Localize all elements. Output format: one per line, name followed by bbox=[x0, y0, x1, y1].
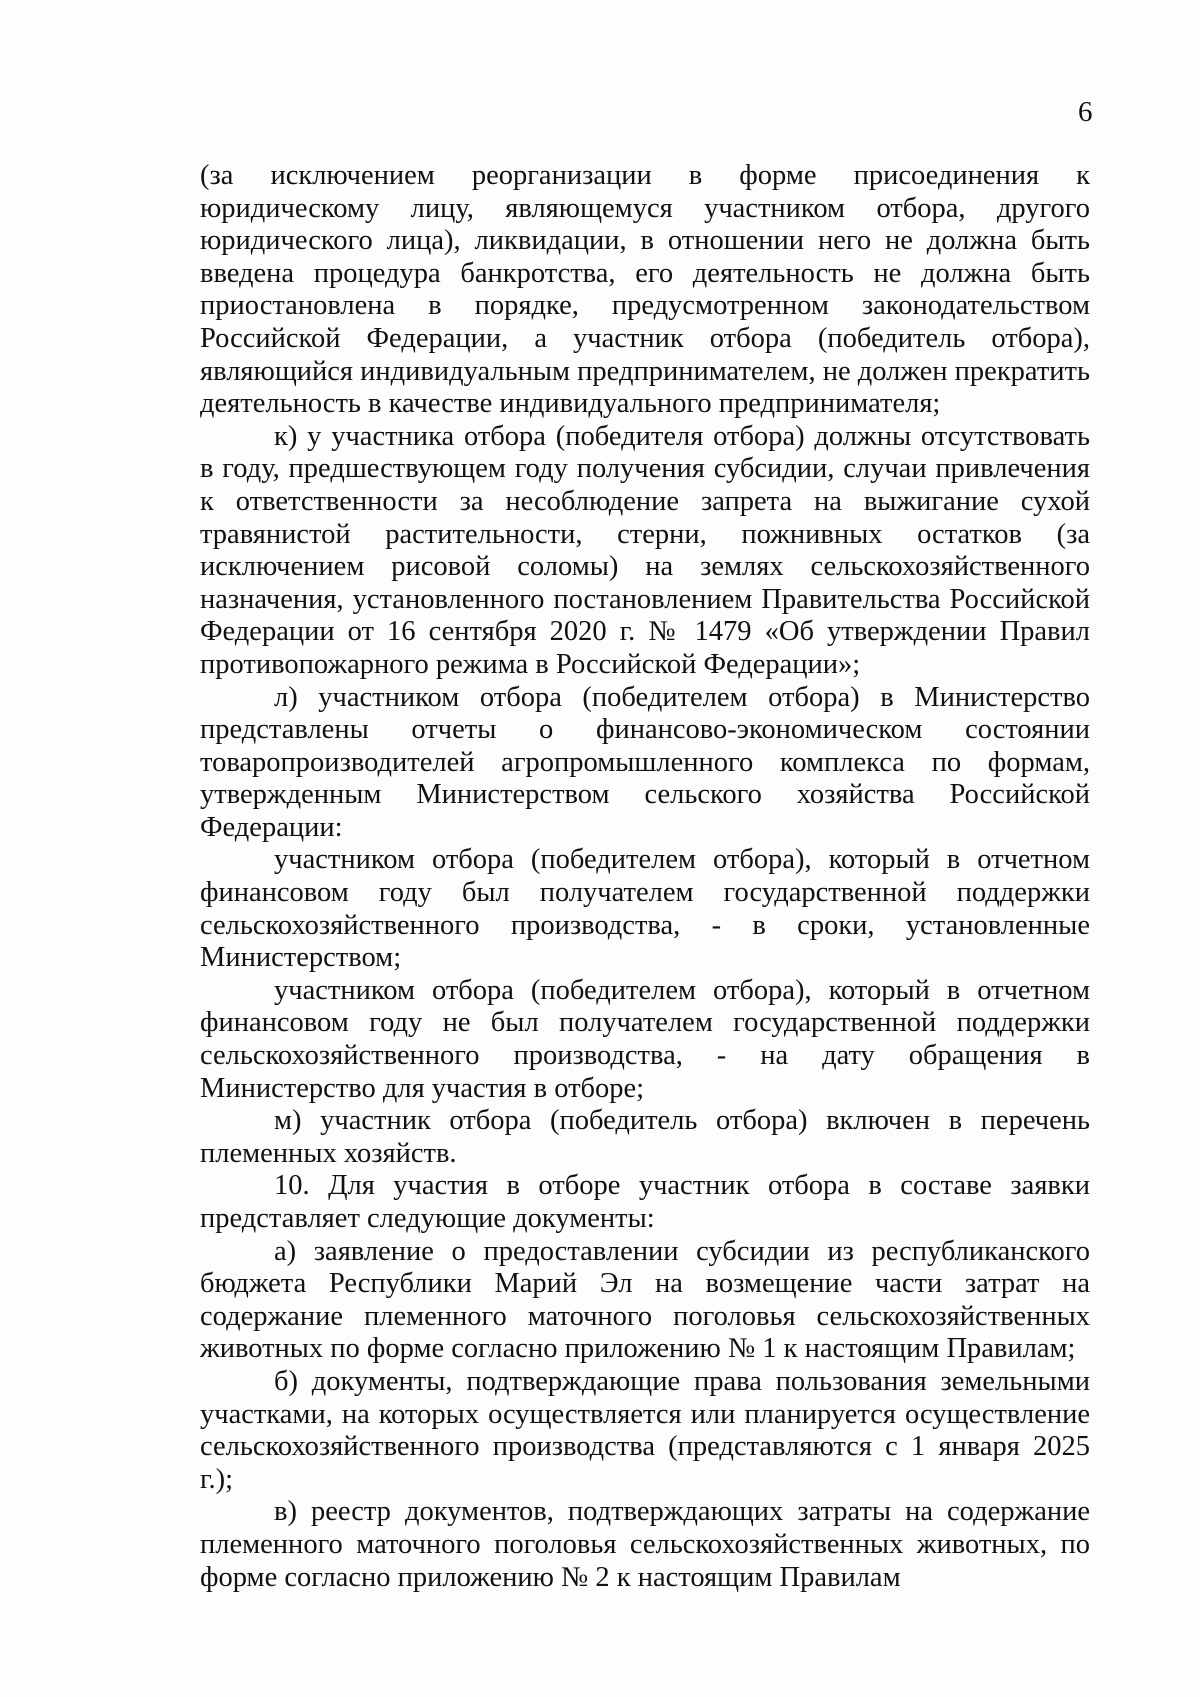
paragraph-l-recipient: участником отбора (победителем отбора), который в отчетном финансовом году был получателем государственной поддержки сельскохозяйственного производства, - в сроки, установленные Министерством; bbox=[200, 844, 1090, 974]
paragraph-item-k: к) у участника отбора (победителя отбора) должны отсутствовать в году, предшествующем году получения субсидии, случаи привлечения к ответственности за несоблюдение запрета на выжигание сухой травянистой растительности, стерни, пожнивных остатков (за исключением рисовой соломы) на землях сельскохозяйственного назначения, установленного постановлением Правительства Российской Федерации от 16 сентября 2020 г. № 1479 «Об утверждении Правил противопожарного режима в Российской Федерации»; bbox=[200, 420, 1090, 680]
document-body bbox=[200, 160, 1090, 1594]
paragraph-continuation: (за исключением реорганизации в форме присоединения к юридическому лицу, являющемуся участником отбора, другого юридического лица), ликвидации, в отношении него не должна быть введена процедура банкротства, его деятельность не должна быть приостановлена в порядке, предусмотренном законодательством Российской Федерации, а участник отбора (победитель отбора), являющийся индивидуальным предпринимателем, не должен прекратить деятельность в качестве индивидуального предпринимателя; bbox=[200, 160, 1090, 420]
paragraph-item-l: л) участником отбора (победителем отбора) в Министерство представлены отчеты о финансово-экономическом состоянии товаропроизводителей агропромышленного комплекса по формам, утвержденным Министерством сельского хозяйства Российской Федерации: bbox=[200, 681, 1090, 843]
paragraph-item-m: м) участник отбора (победитель отбора) включен в перечень племенных хозяйств. bbox=[200, 1105, 1090, 1169]
page-number: 6 bbox=[1078, 96, 1093, 128]
paragraph-section-10: 10. Для участия в отборе участник отбора в составе заявки представляет следующие документы: bbox=[200, 1170, 1090, 1234]
paragraph-item-b: б) документы, подтверждающие права пользования земельными участками, на которых осуществляется или планируется осуществление сельскохозяйственного производства (представляются с 1 января 2025 г.); bbox=[200, 1365, 1090, 1495]
paragraph-item-a: а) заявление о предоставлении субсидии из республиканского бюджета Республики Марий Эл на возмещение части затрат на содержание племенного маточного поголовья сельскохозяйственных животных по форме согласно приложению № 1 к настоящим Правилам; bbox=[200, 1235, 1090, 1365]
paragraph-item-v: в) реестр документов, подтверждающих затраты на содержание племенного маточного поголовья сельскохозяйственных животных, по форме согласно приложению № 2 к настоящим Правилам bbox=[200, 1496, 1090, 1593]
paragraph-l-non-recipient: участником отбора (победителем отбора), который в отчетном финансовом году не был получателем государственной поддержки сельскохозяйственного производства, - на дату обращения в Министерство для участия в отборе; bbox=[200, 974, 1090, 1104]
